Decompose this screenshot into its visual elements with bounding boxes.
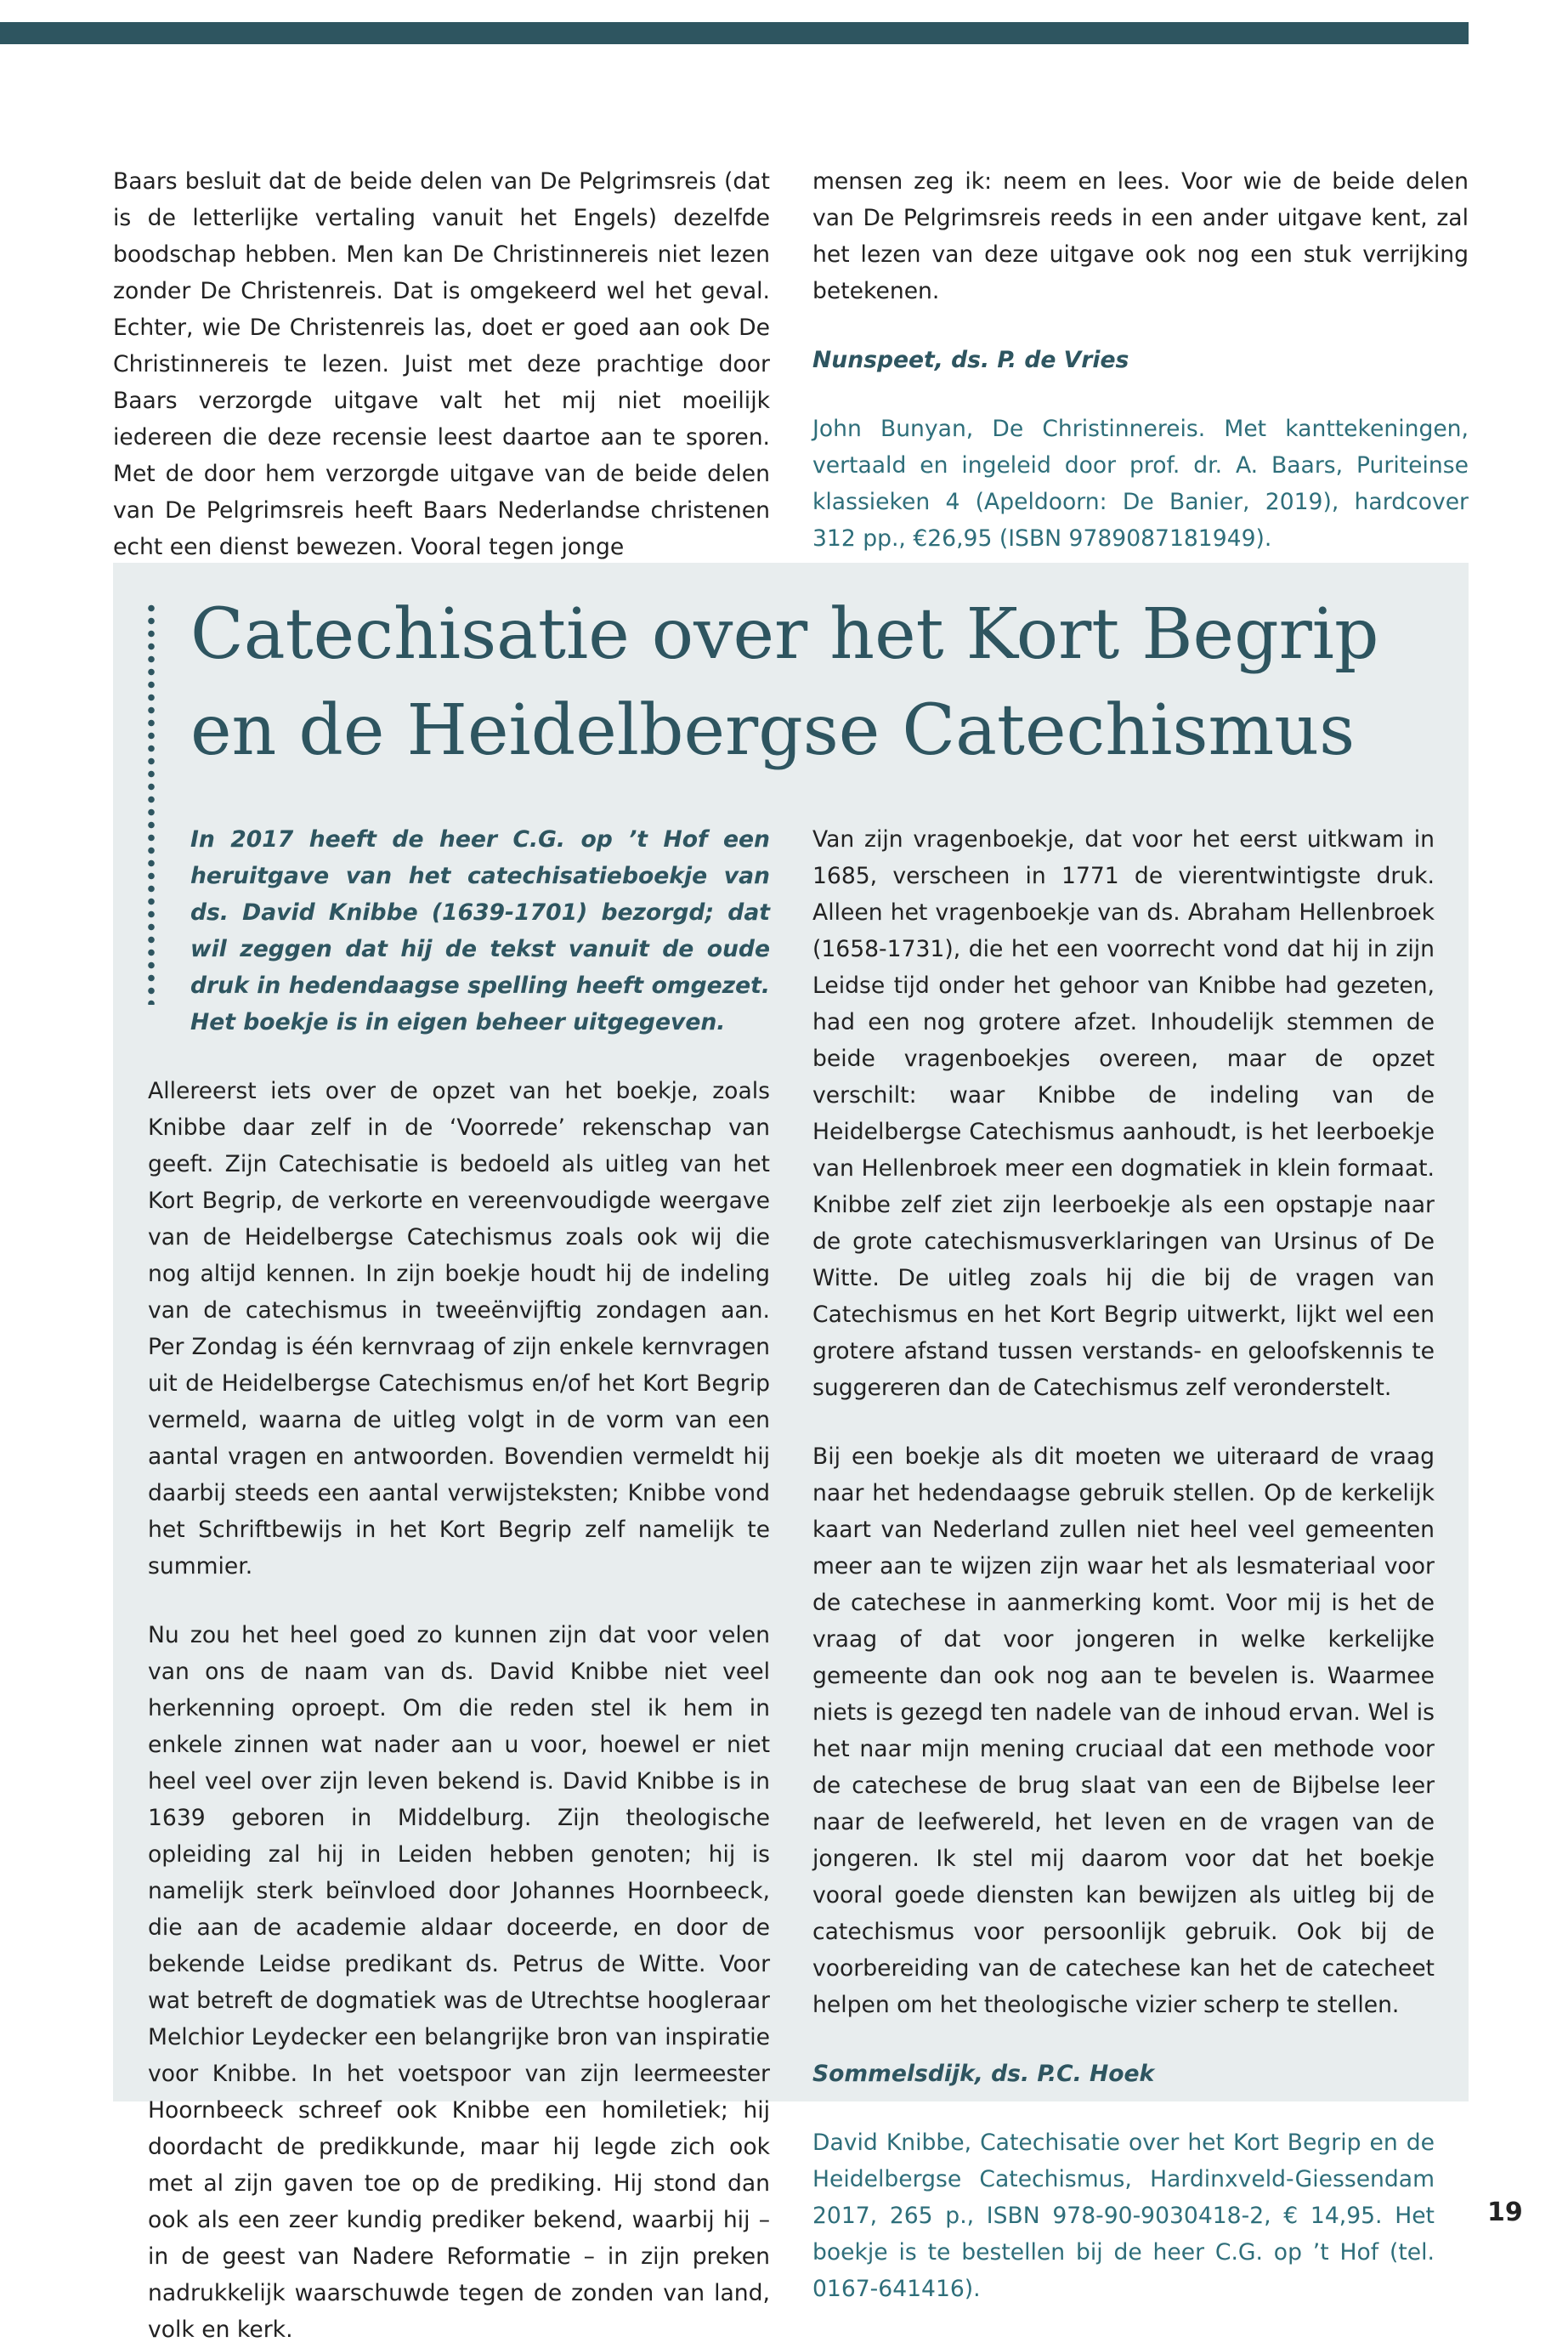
review-right-column	[812, 163, 1469, 557]
review-signature: Nunspeet, ds. P. de Vries	[812, 347, 1129, 373]
article-paragraph: Nu zou het heel goed zo kunnen zijn dat voor velen van ons de naam van ds. David Knibbe niet veel herkenning oproept. Om die reden stel ik hem in enkele zinnen wat nader aan u voor, hoewel er niet heel veel over zijn leven bekend is. David Knibbe is in 1639 geboren in Middelburg. Zijn theologische opleiding zal hij in Leiden hebben genoten; hij is namelijk sterk beïnvloed door Johannes Hoornbeeck, die aan de academie aldaar doceerde, en door de bekende Leidse predikant ds. Petrus de Witte. Voor wat betreft de dogmatiek was de Utrechtse hoogleraar Melchior Leydecker een belangrijke bron van inspiratie voor Knibbe. In het voetspoor van zijn leermeester Hoornbeeck schreef ook Knibbe een homiletiek; hij doordacht de predikkunde, maar hij legde zich ook met al zijn gaven toe op de prediking. Hij stond dan ook als een zeer kundig prediker bekend, waarbij hij – in de geest van Nadere Reformatie – in zijn preken nadrukkelijk waarschuwde tegen de zonden van land, volk en kerk.	[148, 1622, 770, 2343]
header-bar	[0, 22, 1469, 44]
article-reference: David Knibbe, Catechisatie over het Kort Begrip en de Heidelbergse Catechismus, Hardinxveld-Giessendam 2017, 265 p., ISBN 978-90-9030418-2, € 14,95. Het boekje is te bestellen bij de heer C.G. op ’t Hof (tel. 0167-641416).	[812, 2130, 1435, 2302]
article-right-column	[812, 821, 1435, 2307]
title-line-2: en de Heidelbergse Catechismus	[190, 690, 1356, 771]
page-number: 19	[1487, 2198, 1523, 2227]
review-paragraph: Baars besluit dat de beide delen van De Pelgrimsreis (dat is de letterlijke vertaling vanuit het Engels) dezelfde boodschap hebben. Men kan De Christinnereis niet lezen zonder De Christenreis. Dat is omgekeerd wel het geval. Echter, wie De Christenreis las, doet er goed aan ook De Christinnereis te lezen. Juist met deze prachtige door Baars verzorgde uitgave valt het mij niet moeilijk iedereen die deze recensie leest daartoe aan te sporen. Met de door hem verzorgde uitgave van de beide delen van De Pelgrimsreis heeft Baars Nederlandse christenen echt een dienst bewezen. Vooral tegen jonge	[113, 168, 770, 560]
article-intro: In 2017 heeft de heer C.G. op ’t Hof een heruitgave van het catechisatieboekje van ds. David Knibbe (1639-1701) bezorgd; dat wil zeggen dat hij de tekst vanuit de oude druk in hedendaagse spelling heeft omgezet. Het boekje is in eigen beheer uitgegeven.	[190, 826, 770, 1035]
article-paragraph: Van zijn vragenboekje, dat voor het eerst uitkwam in 1685, verscheen in 1771 de vierentwintigste druk. Alleen het vragenboekje van ds. Abraham Hellenbroek (1658-1731), die het een voorrecht vond dat hij in zijn Leidse tijd onder het gehoor van Knibbe had gezeten, had een nog grotere afzet. Inhoudelijk stemmen de beide vragenboekjes overeen, maar de opzet verschilt: waar Knibbe de indeling van de Heidelbergse Catechismus aanhoudt, is het leerboekje van Hellenbroek meer een dogmatiek in klein formaat. Knibbe zelf ziet zijn leerboekje als een opstapje naar de grote catechismusverklaringen van Ursinus of De Witte. De uitleg zoals hij die bij de vragen van Catechismus en het Kort Begrip uitwerkt, lijkt wel een grotere afstand tussen verstands- en geloofskennis te suggereren dan de Catechismus zelf veronderstelt.	[812, 826, 1435, 1401]
book-reference: John Bunyan, De Christinnereis. Met kanttekeningen, vertaald en ingeleid door prof. dr. A. Baars, Puriteinse klassieken 4 (Apeldoorn: De Banier, 2019), hardcover 312 pp., €26,95 (ISBN 9789087181949).	[812, 416, 1469, 552]
article-paragraph: Bij een boekje als dit moeten we uiteraard de vraag naar het hedendaagse gebruik stellen. Op de kerkelijk kaart van Nederland zullen niet heel veel gemeenten meer aan te wijzen zijn waar het als lesmateriaal voor de catechese in aanmerking komt. Voor mij is het de vraag of dat voor jongeren in welke kerkelijke gemeente dan ook nog aan te bevelen is. Waarmee niets is gezegd ten nadele van de inhoud ervan. Wel is het naar mijn mening cruciaal dat een methode voor de catechese de brug slaat van een de Bijbelse leer naar de leefwereld, het leven en de vragen van de jongeren. Ik stel mij daarom voor dat het boekje vooral goede diensten kan bewijzen als uitleg bij de catechismus voor persoonlijk gebruik. Ook bij de voorbereiding van de catechese kan het de catecheet helpen om het theologische vizier scherp te stellen.	[812, 1443, 1435, 2018]
article-title	[190, 587, 1448, 779]
review-paragraph-end: mensen zeg ik: neem en lees. Voor wie de beide delen van De Pelgrimsreis reeds in een ander uitgave kent, zal het lezen van deze uitgave ook nog een stuk verrijking betekenen.	[812, 168, 1469, 304]
article-signature: Sommelsdijk, ds. P.C. Hoek	[812, 2061, 1155, 2087]
title-line-1: Catechisatie over het Kort Begrip	[190, 594, 1379, 675]
article-left-column	[148, 821, 770, 2348]
article-paragraph: Allereerst iets over de opzet van het boekje, zoals Knibbe daar zelf in de ‘Voorrede’ rekenschap van geeft. Zijn Catechisatie is bedoeld als uitleg van het Kort Begrip, de verkorte en vereenvoudigde weergave van de Heidelbergse Catechismus zoals ook wij die nog altijd kennen. In zijn boekje houdt hij de indeling van de catechismus in tweeënvijftig zondagen aan. Per Zondag is één kernvraag of zijn enkele kernvragen uit de Heidelbergse Catechismus en/of het Kort Begrip vermeld, waarna de uitleg volgt in de vorm van een aantal vragen en antwoorden. Bovendien vermeldt hij daarbij steeds een aantal verwijsteksten; Knibbe vond het Schriftbewijs in het Kort Begrip zelf namelijk te summier.	[148, 1078, 770, 1580]
review-left-column	[113, 163, 770, 565]
